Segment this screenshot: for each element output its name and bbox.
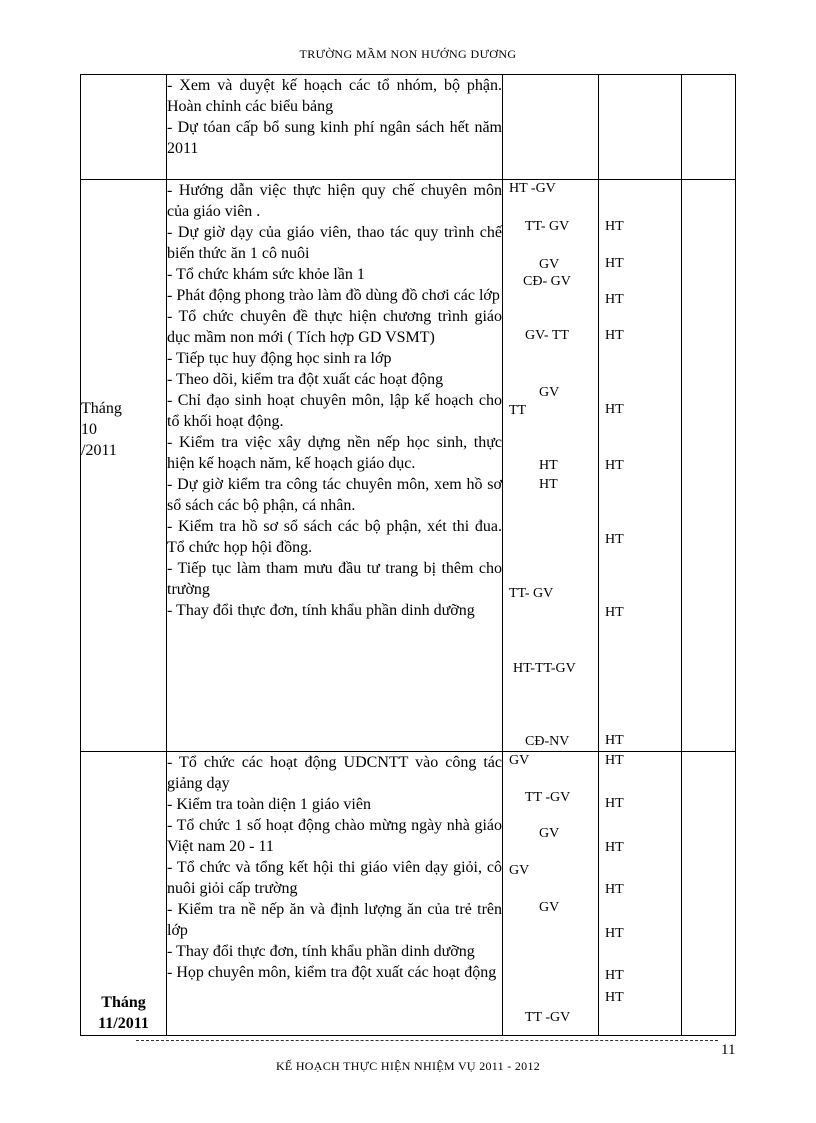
school-header: TRƯỜNG MẦM NON HƯỚNG DƯƠNG bbox=[299, 47, 517, 61]
supervisor-item: HT bbox=[605, 990, 624, 1005]
supervisor-item: HT bbox=[605, 753, 624, 768]
task-item: - Họp chuyên môn, kiểm tra đột xuất các hoạt động bbox=[167, 964, 497, 981]
notes-cell bbox=[682, 75, 736, 180]
plan-table bbox=[80, 74, 736, 1036]
responsible-item: GV bbox=[509, 753, 530, 768]
supervisor-item: HT bbox=[605, 796, 624, 811]
task-item: - Thay đổi thực đơn, tính khẩu phần dinh dưỡng bbox=[167, 602, 475, 619]
responsible-cell bbox=[503, 180, 599, 752]
task-item: - Dự tóan cấp bổ sung kinh phí ngân sách hết năm 2011 bbox=[167, 119, 502, 157]
supervisor-item: HT bbox=[605, 968, 624, 983]
task-item: - Tổ chức 1 số hoạt động chào mừng ngày nhà giáo Việt nam 20 - 11 bbox=[167, 817, 502, 855]
month-label: Tháng bbox=[81, 400, 122, 417]
task-item: - Dự giờ dạy của giáo viên, thao tác quy trình chế biến thức ăn 1 cô nuôi bbox=[167, 224, 502, 262]
month-label: 11/2011 bbox=[98, 1015, 149, 1032]
task-item: - Kiểm tra nề nếp ăn và định lượng ăn của trẻ trên lớp bbox=[167, 901, 502, 939]
table-row bbox=[81, 75, 736, 180]
responsible-item: GV bbox=[509, 863, 530, 878]
month-label: 10 bbox=[81, 421, 97, 438]
responsible-item: TT bbox=[509, 403, 527, 418]
notes-cell bbox=[682, 180, 736, 752]
supervisor-cell bbox=[599, 752, 682, 1036]
month-label: Tháng bbox=[101, 994, 146, 1011]
responsible-item: HT -GV bbox=[509, 181, 556, 196]
responsible-item: TT- GV bbox=[525, 219, 570, 234]
page-number: 11 bbox=[721, 1042, 736, 1058]
responsible-item: TT -GV bbox=[525, 1010, 571, 1025]
task-item: - Kiểm tra hồ sơ sổ sách các bộ phận, xét thi đua. Tổ chức họp hội đồng. bbox=[167, 518, 502, 556]
task-item: - Tổ chức khám sức khỏe lần 1 bbox=[167, 266, 365, 283]
supervisor-item: HT bbox=[605, 256, 624, 271]
supervisor-item: HT bbox=[605, 840, 624, 855]
task-item: - Tiếp tục làm tham mưu đầu tư trang bị thêm cho trường bbox=[167, 560, 502, 598]
task-item: - Tiếp tục huy động học sinh ra lớp bbox=[167, 350, 392, 367]
supervisor-item: HT bbox=[605, 328, 624, 343]
supervisor-item: HT bbox=[605, 402, 624, 417]
task-item: - Phát động phong trào làm đồ dùng đồ chơi các lớp bbox=[167, 287, 500, 304]
supervisor-cell bbox=[599, 180, 682, 752]
task-item: - Chỉ đạo sinh hoạt chuyên môn, lập kế hoạch cho tổ khối hoạt động. bbox=[167, 392, 502, 430]
responsible-cell bbox=[503, 75, 599, 180]
supervisor-item: HT bbox=[605, 882, 624, 897]
task-item: - Tổ chức chuyên đề thực hiện chương trình giáo dục mầm non mới ( Tích hợp GD VSMT) bbox=[167, 308, 502, 346]
supervisor-cell bbox=[599, 75, 682, 180]
footer-divider bbox=[136, 1040, 718, 1041]
task-item: - Kiểm tra việc xây dựng nền nếp học sinh, thực hiện kế hoạch năm, kế hoạch giáo dục. bbox=[167, 434, 502, 472]
task-item: - Tổ chức và tổng kết hội thi giáo viên dạy giỏi, cô nuôi giỏi cấp trường bbox=[167, 859, 502, 897]
responsible-item: GV bbox=[539, 900, 560, 915]
task-item: - Thay đổi thực đơn, tính khẩu phần dinh dưỡng bbox=[167, 943, 475, 960]
tasks-cell bbox=[167, 180, 503, 752]
task-item: - Hướng dẫn việc thực hiện quy chế chuyên môn của giáo viên . bbox=[167, 182, 502, 220]
table-row bbox=[81, 180, 736, 752]
task-item: - Dự giờ kiểm tra công tác chuyên môn, xem hồ sơ sổ sách các bộ phận, cá nhân. bbox=[167, 476, 502, 514]
supervisor-item: HT bbox=[605, 292, 624, 307]
month-cell bbox=[81, 752, 167, 1036]
plan-footer: KẾ HOẠCH THỰC HIỆN NHIỆM VỤ 2011 - 2012 bbox=[275, 1059, 541, 1073]
task-item: - Tổ chức các hoạt động UDCNTT vào công tác giảng dạy bbox=[167, 754, 502, 792]
month-cell bbox=[81, 180, 167, 752]
tasks-cell bbox=[167, 75, 503, 180]
responsible-item: TT- GV bbox=[509, 586, 554, 601]
notes-cell bbox=[682, 752, 736, 1036]
supervisor-item: HT bbox=[605, 733, 624, 748]
task-item: - Theo dõi, kiểm tra đột xuất các hoạt động bbox=[167, 371, 444, 388]
supervisor-item: HT bbox=[605, 458, 624, 473]
responsible-item: CĐ-NV bbox=[525, 734, 570, 749]
responsible-cell bbox=[503, 752, 599, 1036]
responsible-item: TT -GV bbox=[525, 790, 571, 805]
tasks-cell bbox=[167, 752, 503, 1036]
responsible-item: HT-TT-GV bbox=[513, 661, 576, 676]
responsible-item: HT bbox=[539, 477, 558, 492]
responsible-item: HT bbox=[539, 458, 558, 473]
supervisor-item: HT bbox=[605, 605, 624, 620]
responsible-item: CĐ- GV bbox=[523, 274, 571, 289]
table-row bbox=[81, 752, 736, 1036]
month-label: /2011 bbox=[81, 442, 117, 459]
responsible-item: GV bbox=[539, 385, 560, 400]
responsible-item: GV- TT bbox=[525, 328, 569, 343]
month-cell bbox=[81, 75, 167, 180]
task-item: - Kiểm tra toàn diện 1 giáo viên bbox=[167, 796, 371, 813]
responsible-item: GV bbox=[539, 826, 560, 841]
task-item: - Xem và duyệt kế hoạch các tổ nhóm, bộ phận. Hoàn chỉnh các biểu bảng bbox=[167, 77, 502, 115]
supervisor-item: HT bbox=[605, 926, 624, 941]
supervisor-item: HT bbox=[605, 532, 624, 547]
responsible-item: GV bbox=[539, 257, 560, 272]
supervisor-item: HT bbox=[605, 219, 624, 234]
